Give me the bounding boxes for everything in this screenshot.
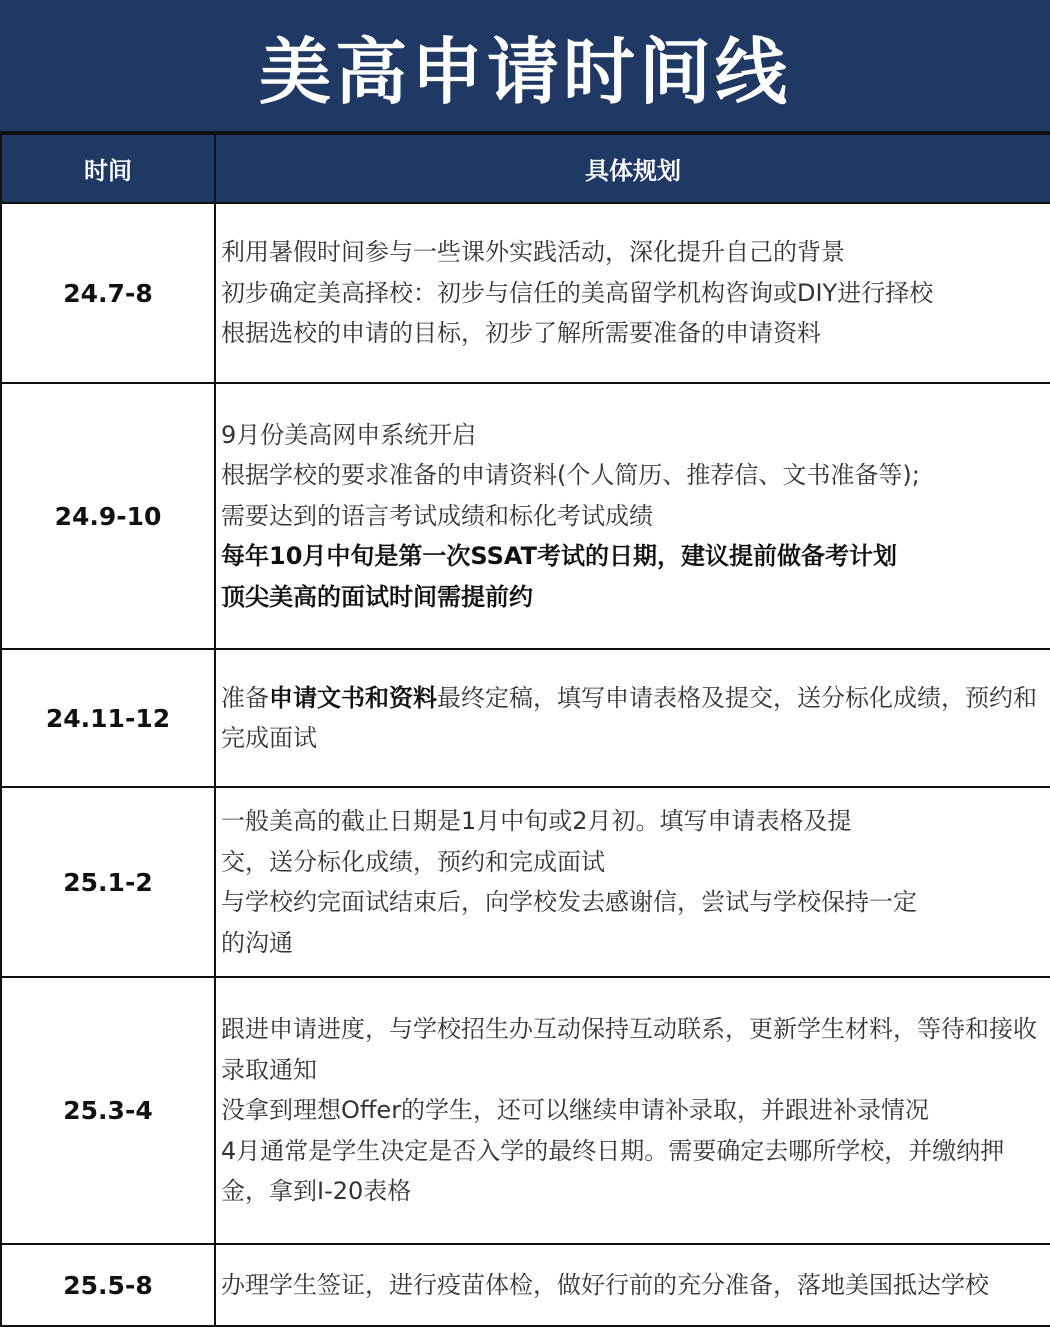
row-time: 25.3-4	[1, 977, 215, 1244]
header-time: 时间	[1, 134, 215, 203]
plan-line: 的沟通	[221, 928, 293, 957]
plan-text: 最终定稿，填写申请表格及提交，送分标化成绩，预约和完成面试	[221, 683, 1037, 752]
row-plan	[215, 649, 1050, 787]
row-time: 25.1-2	[1, 787, 215, 977]
row-time: 25.5-8	[1, 1244, 215, 1326]
row-time: 24.7-8	[1, 203, 215, 383]
timeline-table	[0, 133, 1050, 1327]
plan-line: 没拿到理想Offer的学生，还可以继续申请补录取，并跟进补录情况	[221, 1096, 930, 1125]
plan-line: 9月份美高网申系统开启	[221, 420, 477, 449]
row-plan	[215, 1244, 1050, 1326]
row-plan	[215, 977, 1050, 1244]
table-row	[1, 977, 1050, 1244]
table-row	[1, 787, 1050, 977]
header-plan: 具体规划	[215, 134, 1050, 203]
plan-line: 初步确定美高择校：初步与信任的美高留学机构咨询或DIY进行择校	[221, 278, 934, 307]
plan-line: 跟进申请进度，与学校招生办互动保持互动联系，更新学生材料，等待和接收录取通知	[221, 1015, 1037, 1084]
row-plan	[215, 787, 1050, 977]
plan-line: 根据学校的要求准备的申请资料(个人简历、推荐信、文书准备等);	[221, 461, 920, 490]
plan-line: 根据选校的申请的目标，初步了解所需要准备的申请资料	[221, 319, 821, 348]
plan-line: 交，送分标化成绩，预约和完成面试	[221, 847, 605, 876]
table-row	[1, 383, 1050, 649]
row-time: 24.11-12	[1, 649, 215, 787]
row-time: 24.9-10	[1, 383, 215, 649]
plan-line-highlight: 顶尖美高的面试时间需提前约	[221, 582, 533, 611]
plan-line: 4月通常是学生决定是否入学的最终日期。需要确定去哪所学校，并缴纳押金，拿到I-20表格	[221, 1136, 1005, 1206]
table-row	[1, 203, 1050, 383]
plan-line	[221, 678, 1042, 759]
plan-text: 准备	[221, 683, 269, 712]
table-header-row	[1, 134, 1050, 203]
table-row	[1, 1244, 1050, 1326]
page-title: 美高申请时间线	[258, 29, 791, 114]
plan-line: 利用暑假时间参与一些课外实践活动，深化提升自己的背景	[221, 238, 845, 267]
plan-line: 需要达到的语言考试成绩和标化考试成绩	[221, 501, 653, 530]
plan-line: 与学校约完面试结束后，向学校发去感谢信，尝试与学校保持一定	[221, 888, 917, 916]
row-plan	[215, 383, 1050, 649]
row-plan	[215, 203, 1050, 383]
table-row	[1, 649, 1050, 787]
title-banner	[0, 0, 1050, 133]
plan-line-highlight: 每年10月中旬是第一次SSAT考试的日期，建议提前做备考计划	[221, 542, 897, 571]
plan-emphasis: 申请文书和资料	[269, 683, 437, 712]
plan-line: 办理学生签证，进行疫苗体检，做好行前的充分准备，落地美国抵达学校	[221, 1270, 989, 1299]
plan-line: 一般美高的截止日期是1月中旬或2月初。填写申请表格及提	[221, 807, 852, 835]
